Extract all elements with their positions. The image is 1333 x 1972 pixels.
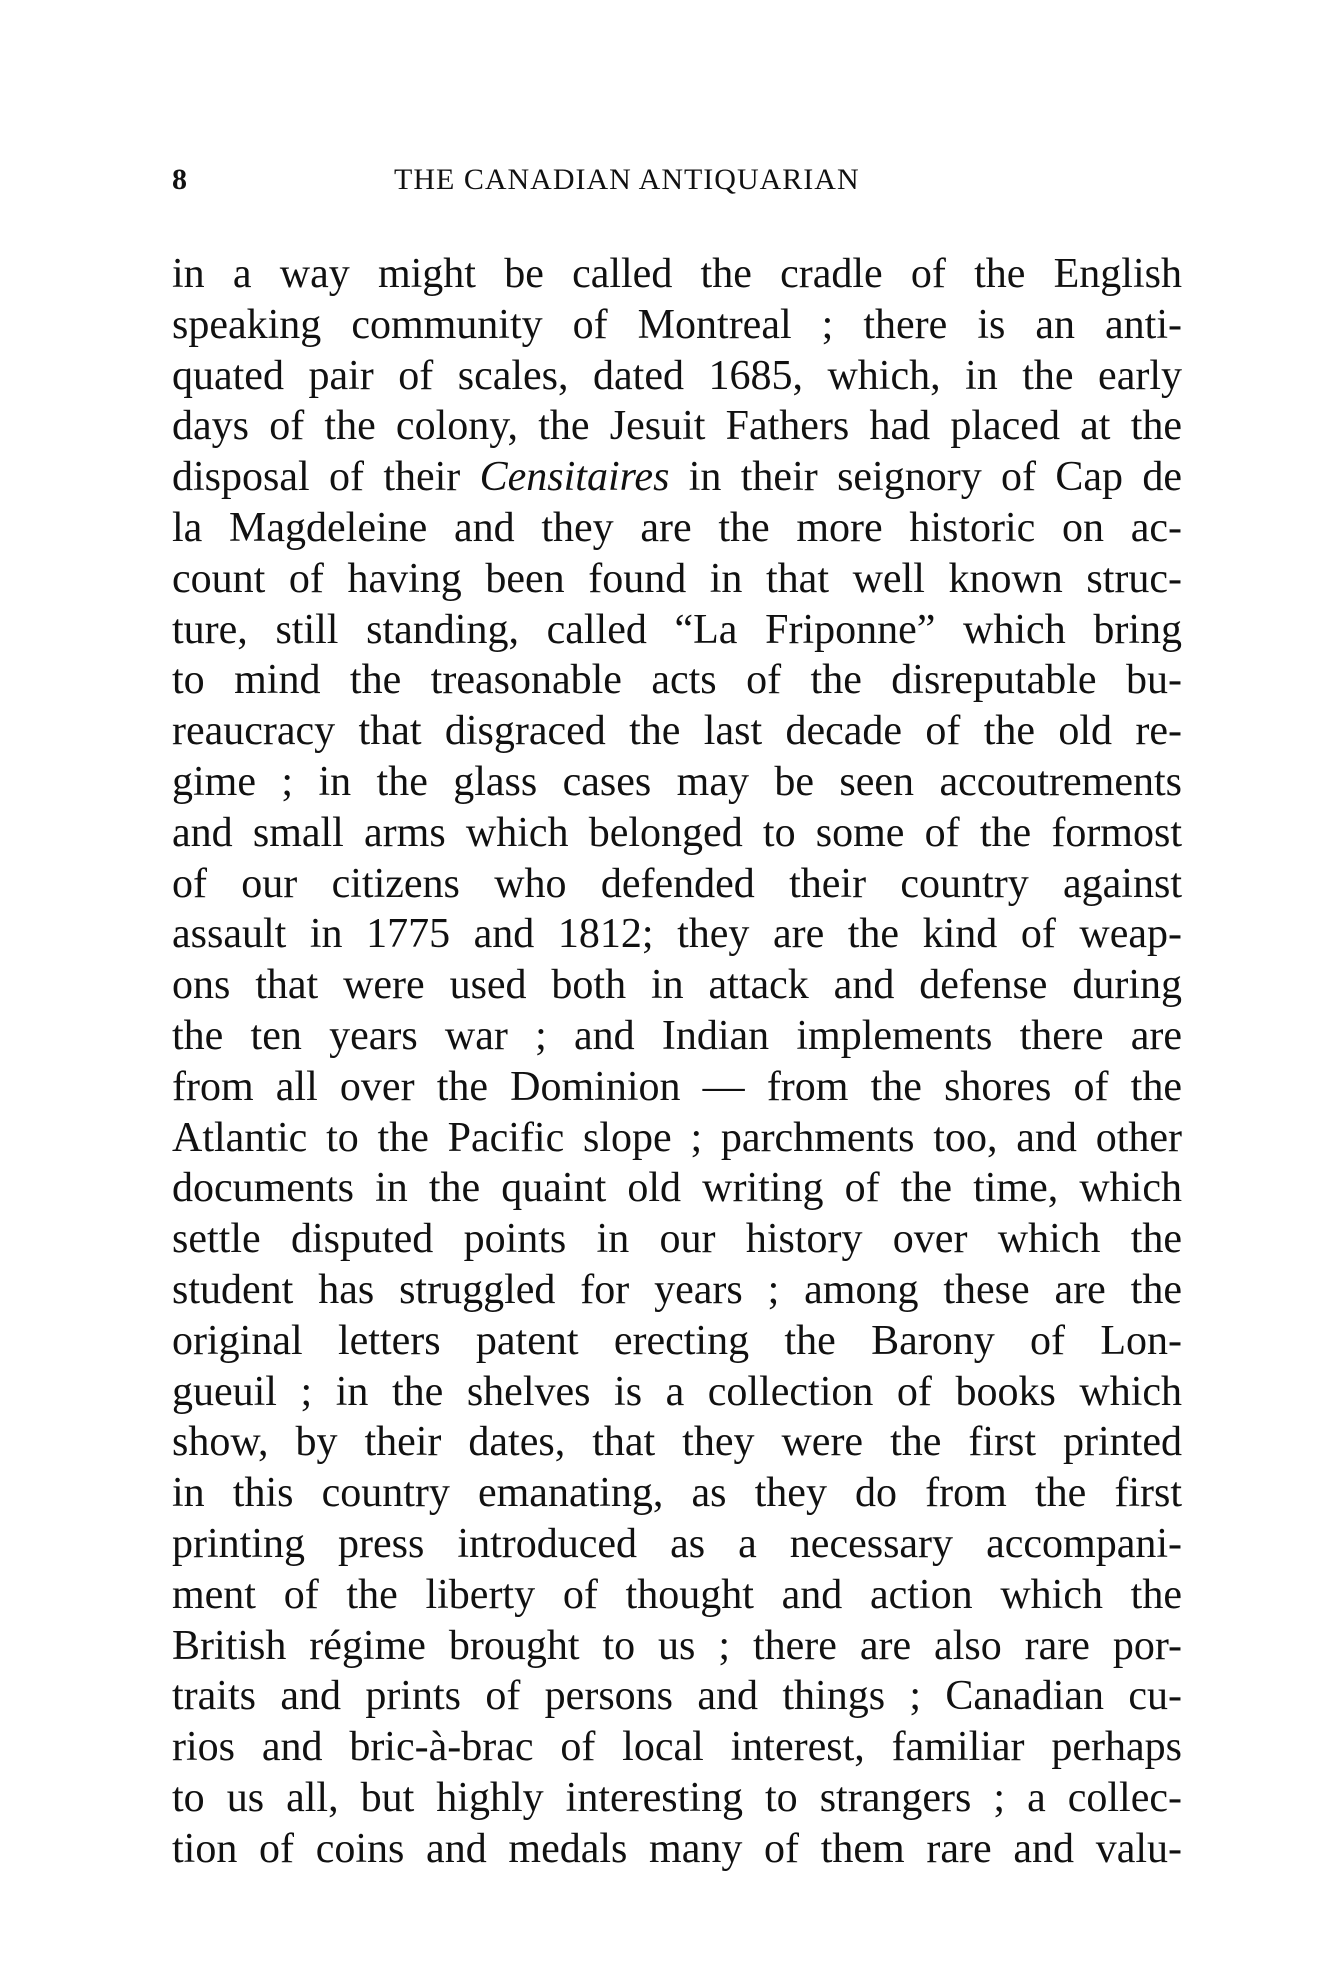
- text-line: [172, 452, 1182, 503]
- text-line: and small arms which belonged to some of the formost: [172, 809, 1182, 856]
- body-text: [172, 249, 1182, 1875]
- text-line: from all over the Dominion — from the shores of the: [172, 1063, 1182, 1110]
- text-line: traits and prints of persons and things ; Canadian cu-: [172, 1673, 1182, 1720]
- text-line: assault in 1775 and 1812; they are the kind of weap-: [172, 911, 1182, 958]
- text-line: of our citizens who defended their country against: [172, 860, 1182, 907]
- text-line: ons that were used both in attack and defense during: [172, 962, 1182, 1009]
- text-line: documents in the quaint old writing of the time, which: [172, 1165, 1182, 1212]
- running-head: [172, 160, 1172, 200]
- text-line: the ten years war ; and Indian implements there are: [172, 1012, 1182, 1059]
- text-line: speaking community of Montreal ; there is an anti-: [172, 301, 1182, 348]
- text-line: in this country emanating, as they do from the first: [172, 1470, 1182, 1517]
- text-segment: disposal of their: [172, 454, 480, 501]
- text-line: settle disputed points in our history over which the: [172, 1216, 1182, 1263]
- text-line: student has struggled for years ; among these are the: [172, 1266, 1182, 1313]
- text-line: to mind the treasonable acts of the disreputable bu-: [172, 657, 1182, 704]
- text-segment: in their seignory of Cap de: [669, 454, 1183, 501]
- text-line: British régime brought to us ; there are also rare por-: [172, 1622, 1182, 1669]
- text-line: days of the colony, the Jesuit Fathers had placed at the: [172, 403, 1182, 450]
- text-line: printing press introduced as a necessary accompani-: [172, 1520, 1182, 1567]
- text-line: tion of coins and medals many of them rare and valu-: [172, 1825, 1182, 1872]
- text-line: count of having been found in that well known struc-: [172, 555, 1182, 602]
- text-line: gime ; in the glass cases may be seen accoutrements: [172, 758, 1182, 805]
- text-line: rios and bric-à-brac of local interest, familiar perhaps: [172, 1724, 1182, 1771]
- italic-term: Censitaires: [479, 454, 670, 501]
- text-line: ment of the liberty of thought and action which the: [172, 1571, 1182, 1618]
- text-line: la Magdeleine and they are the more historic on ac-: [172, 504, 1182, 551]
- text-line: show, by their dates, that they were the first printed: [172, 1419, 1182, 1466]
- text-line: ture, still standing, called “La Friponne” which bring: [172, 606, 1182, 653]
- page-number: 8: [172, 163, 187, 196]
- text-line: original letters patent erecting the Barony of Lon-: [172, 1317, 1182, 1364]
- text-line: Atlantic to the Pacific slope ; parchments too, and other: [172, 1114, 1182, 1161]
- text-line: in a way might be called the cradle of the English: [172, 251, 1182, 297]
- text-line: gueuil ; in the shelves is a collection of books which: [172, 1368, 1182, 1415]
- text-line: reaucracy that disgraced the last decade of the old re-: [172, 708, 1182, 755]
- text-line: to us all, but highly interesting to strangers ; a collec-: [172, 1774, 1182, 1821]
- text-line: quated pair of scales, dated 1685, which, in the early: [172, 352, 1182, 399]
- running-head-title: THE CANADIAN ANTIQUARIAN: [394, 163, 860, 196]
